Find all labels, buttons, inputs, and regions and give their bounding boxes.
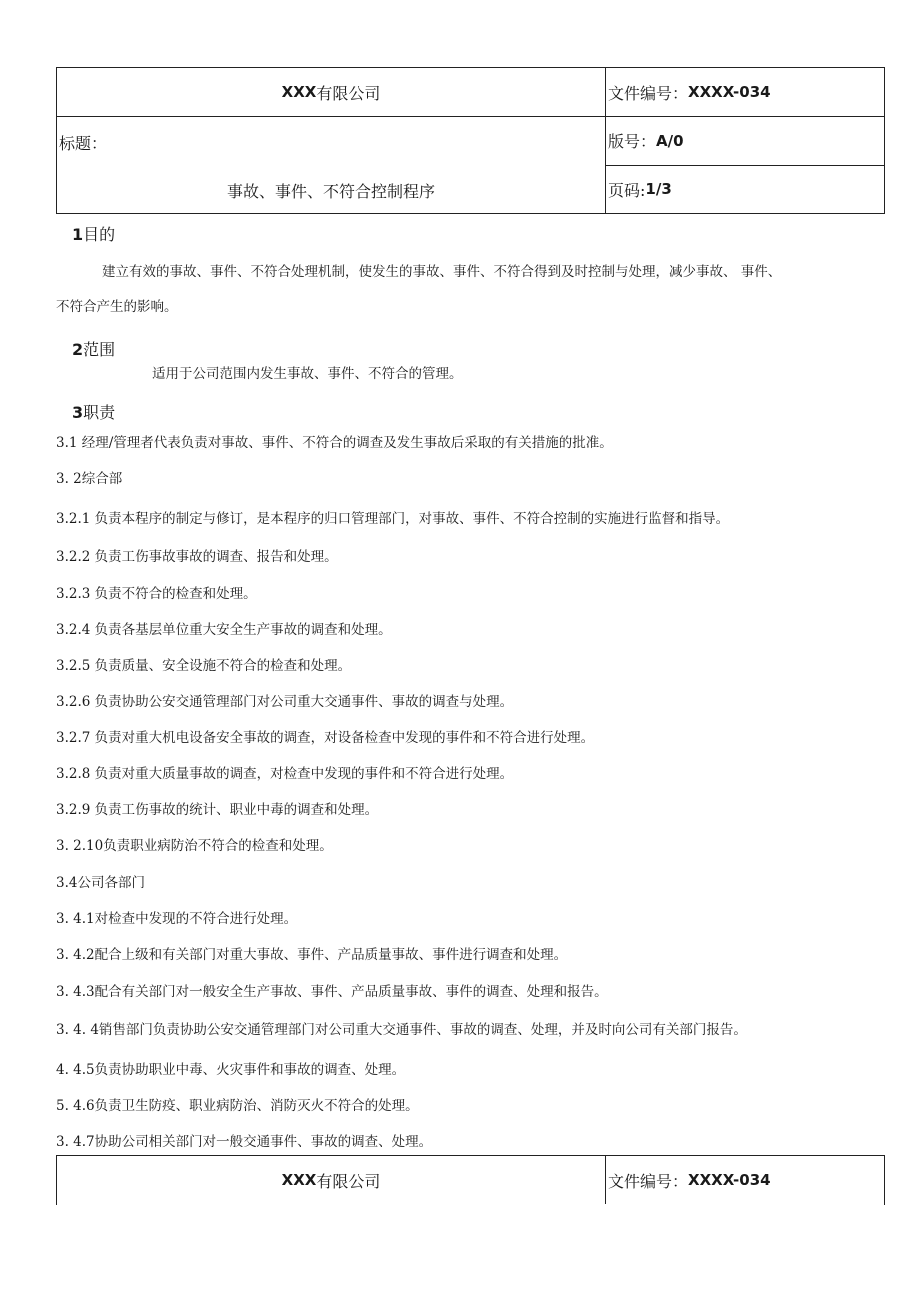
- list-item: 3.2.9 负责工伤事故的统计、职业中毒的调查和处理。: [56, 802, 379, 818]
- section-1-text-line-2: 不符合产生的影响。: [56, 299, 178, 315]
- page-number: 1/3: [645, 180, 672, 199]
- list-item: 3.2.7 负责对重大机电设备安全事故的调查，对设备检查中发现的事件和不符合进行处理。: [56, 730, 595, 746]
- company-number: XXX: [281, 83, 317, 101]
- list-item: 3.2.4 负责各基层单位重大安全生产事故的调查和处理。: [56, 622, 392, 638]
- company-number: XXX: [281, 1171, 317, 1189]
- company-name: 有限公司: [316, 83, 381, 103]
- version: A/0: [656, 131, 684, 150]
- list-item: 3.2.6 负责协助公安交通管理部门对公司重大交通事件、事故的调查与处理。: [56, 694, 514, 710]
- file-number: XXXX-034: [688, 83, 771, 101]
- company-name: 有限公司: [316, 1171, 381, 1191]
- section-1-heading: 1目的: [72, 225, 116, 244]
- page-cell: [606, 166, 884, 214]
- list-item: 3. 4.3配合有关部门对一般安全生产事故、事件、产品质量事故、事件的调查、处理和报告。: [56, 984, 608, 1000]
- file-number: XXXX-034: [688, 1171, 771, 1189]
- next-page-header-table: [56, 1155, 885, 1205]
- file-number-cell: [606, 1156, 884, 1204]
- list-item: 3. 4.2配合上级和有关部门对重大事故、事件、产品质量事故、事件进行调查和处理。: [56, 947, 568, 963]
- list-item: 3. 4.7协助公司相关部门对一般交通事件、事故的调查、处理。: [56, 1134, 433, 1150]
- title-label: 标题：: [59, 134, 108, 153]
- list-item: 3. 2.10负责职业病防治不符合的检查和处理。: [56, 838, 333, 854]
- company-cell: [57, 68, 606, 116]
- title-cell: [57, 117, 606, 213]
- section-3-heading: 3职责: [72, 403, 116, 422]
- list-item: 3.2.3 负责不符合的检查和处理。: [56, 586, 257, 602]
- file-number-label: 文件编号：: [608, 1171, 689, 1191]
- list-item: 5. 4.6负责卫生防疫、职业病防治、消防灭火不符合的处理。: [56, 1098, 419, 1114]
- version-label: 版号：: [608, 132, 657, 152]
- header-table: [56, 67, 885, 214]
- file-number-label: 文件编号：: [608, 83, 689, 103]
- list-item: 3.2.2 负责工伤事故事故的调查、报告和处理。: [56, 549, 338, 565]
- section-2-text: 适用于公司范围内发生事故、事件、不符合的管理。: [152, 366, 463, 382]
- section-1-text-line-1: 建立有效的事故、事件、不符合处理机制，使发生的事故、事件、不符合得到及时控制与处理，减少事故、 事件、: [102, 264, 782, 280]
- list-item: 3.4公司各部门: [56, 875, 145, 891]
- version-cell: [606, 117, 884, 166]
- section-2-heading: 2范围: [72, 340, 116, 359]
- list-item: 3. 2综合部: [56, 471, 123, 487]
- list-item: 4. 4.5负责协助职业中毒、火灾事件和事故的调查、处理。: [56, 1062, 406, 1078]
- list-item: 3. 4. 4销售部门负责协助公安交通管理部门对公司重大交通事件、事故的调查、处理，并及时向公司有关部门报告。: [56, 1022, 747, 1038]
- list-item: 3. 4.1对检查中发现的不符合进行处理。: [56, 911, 298, 927]
- page-label: 页码:: [608, 180, 646, 200]
- document-title: 事故、事件、不符合控制程序: [226, 182, 435, 201]
- company-cell: [57, 1156, 606, 1204]
- list-item: 3.2.8 负责对重大质量事故的调查，对检查中发现的事件和不符合进行处理。: [56, 766, 514, 782]
- list-item: 3.2.5 负责质量、安全设施不符合的检查和处理。: [56, 658, 352, 674]
- list-item: 3.2.1 负责本程序的制定与修订，是本程序的归口管理部门，对事故、事件、不符合控制的实施进行监督和指导。: [56, 511, 730, 527]
- list-item: 3.1 经理/管理者代表负责对事故、事件、不符合的调查及发生事故后采取的有关措施的批准。: [56, 435, 613, 451]
- file-number-cell: [606, 68, 884, 116]
